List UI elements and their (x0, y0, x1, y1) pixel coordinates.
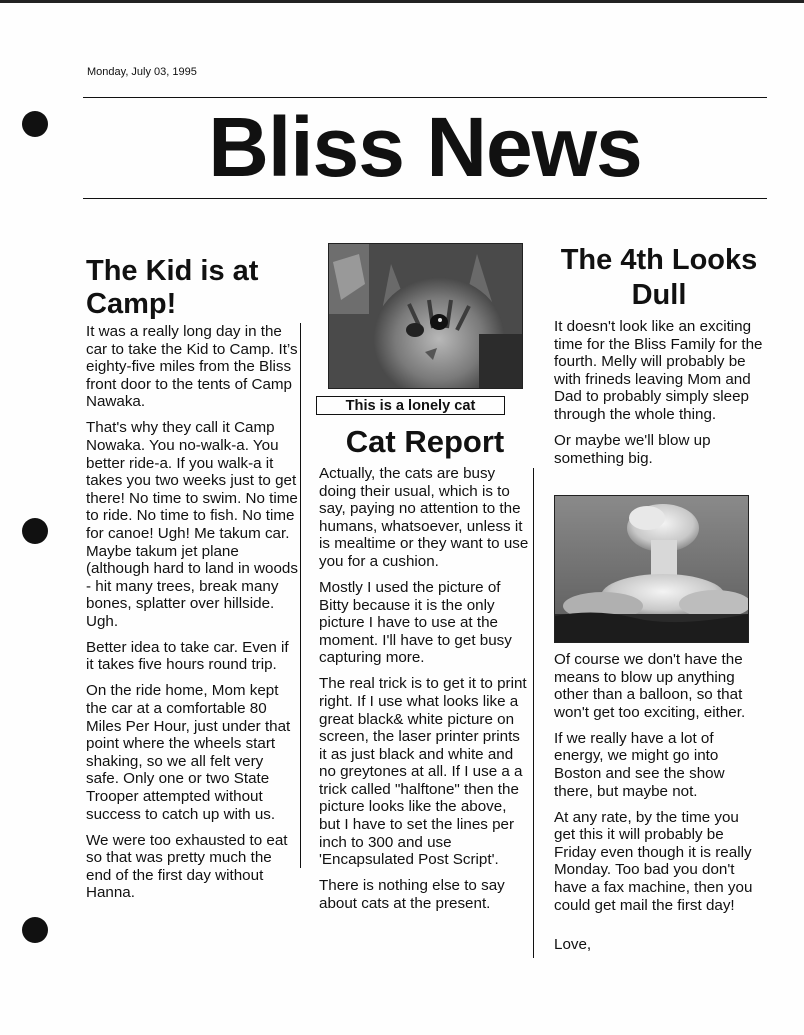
right-column-top (554, 243, 764, 476)
binder-hole-top (22, 111, 48, 137)
cat-photo-icon (328, 243, 523, 389)
left-paragraph-1: It was a really long day in the car to take the Kid to Camp. It’s eighty-five miles from the Bliss front door to the tents of Camp Nawaka. (86, 323, 298, 411)
masthead-rule-bottom (83, 198, 767, 199)
left-paragraph-4: On the ride home, Mom kept the car at a comfortable 80 Miles Per Hour, just under that point where the wheels start shaking, so we all felt very safe. Only one or two State Trooper attempted without success to catch up with us. (86, 682, 291, 823)
masthead-title: Bliss News (208, 100, 642, 194)
middle-paragraph-4: There is nothing else to say about cats at the present. (319, 877, 505, 912)
left-column (86, 255, 298, 910)
issue-date: Monday, July 03, 1995 (87, 66, 197, 78)
middle-headline: Cat Report (345, 424, 505, 459)
right-paragraph-3: Of course we don't have the means to blow up anything other than a balloon, so that won't get too exciting, either. (554, 651, 746, 721)
left-paragraph-2: That's why they call it Camp Nowaka. You no-walk-a. You better ride-a. If you walk-a it takes you two weeks just to get there! No time to swim. No time to ride. No time to fish. No time for canoe! Ugh! Me takum car. Maybe takum jet plane (although hard to land in woods - hit many trees, break many bones, splatter over hillside. Ugh. (86, 419, 298, 630)
middle-paragraph-2: Mostly I used the picture of Bitty because it is the only picture I have to use at the moment. I'll have to get busy capturing more. (319, 578, 512, 667)
middle-paragraph-1: Actually, the cats are busy doing their usual, which is to say, paying no attention to the humans, whatsoever, unless it is mealtime or they want to use you for a cushion. (319, 465, 529, 570)
left-paragraph-3: Better idea to take car. Even if it takes five hours round trip. (86, 638, 289, 674)
left-headline: The Kid is at Camp! (86, 255, 259, 320)
photo-caption: This is a lonely cat (316, 396, 505, 415)
left-paragraph-5: We were too exhausted to eat so that was pretty much the end of the first day without Hanna. (86, 831, 288, 902)
signoff: Love, (554, 936, 592, 954)
masthead-rule-top (83, 97, 767, 98)
explosion-photo-icon (554, 495, 749, 643)
right-paragraph-2: Or maybe we'll blow up something big. (554, 431, 711, 467)
right-column-bottom (554, 651, 764, 962)
column-divider-left (300, 323, 301, 868)
binder-hole-bottom (22, 917, 48, 943)
column-divider-right (533, 468, 534, 958)
right-paragraph-1: It doesn't look like an exciting time for the Bliss Family for the fourth. Melly will probably be with frineds leaving Mom and Dad to probably simply sleep through the whole thing. (554, 318, 763, 423)
right-paragraph-5: At any rate, by the time you get this it will probably be Friday even though it is really Monday. Too bad you don't have a fax machine, then you could get mail the first day! (554, 808, 753, 914)
right-headline: The 4th Looks Dull (560, 244, 758, 311)
middle-column (319, 423, 531, 921)
middle-paragraph-3: The real trick is to get it to print right. If I use what looks like a great black& white picture on screen, the laser printer prints it as just black and white and no greytones at all. If I use a a trick called "halftone" then the picture looks like the above, but I have to set the lines per inch to 300 and use 'Encapsulated Post Script'. (319, 675, 527, 869)
binder-hole-middle (22, 518, 48, 544)
right-paragraph-4: If we really have a lot of energy, we might go into Boston and see the show there, but maybe not. (554, 729, 725, 800)
